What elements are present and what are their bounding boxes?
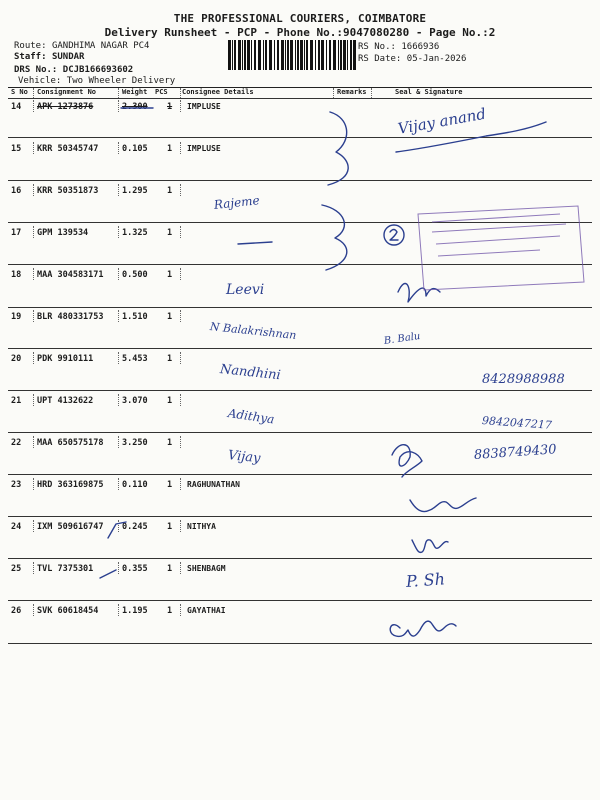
barcode-bar [326, 40, 327, 70]
col-divider [33, 436, 34, 448]
barcode-bar [238, 40, 241, 70]
handwritten-text: 8838749430 [473, 442, 558, 463]
row-weight: 0.110 [122, 480, 148, 490]
row-consignment-no: IXM 509616747 [37, 522, 104, 532]
col-divider [180, 436, 181, 448]
row-weight: 0.105 [122, 144, 148, 154]
handwritten-text: Nandhini [219, 362, 282, 384]
col-divider [118, 478, 119, 490]
col-divider [33, 562, 34, 574]
row-rule [8, 348, 592, 349]
rs-date-line [358, 54, 466, 64]
barcode-bar [247, 40, 250, 70]
row-sno: 21 [11, 396, 22, 406]
row-consignment-no: MAA 304583171 [37, 270, 104, 280]
barcode-bar [269, 40, 272, 70]
vehicle-line [18, 76, 175, 86]
runsheet-title: Delivery Runsheet - PCP - Phone No.:9047080280 - Page No.:2 [104, 26, 496, 39]
row-weight: 0.245 [122, 522, 148, 532]
col-divider [118, 142, 119, 154]
col-divider [180, 88, 181, 98]
col-divider [33, 88, 34, 98]
dash-mark [238, 242, 272, 244]
barcode-bar [290, 40, 293, 70]
handwritten-text: Vijay anand [396, 104, 488, 138]
row-weight: 1.195 [122, 606, 148, 616]
row-pcs: 1 [167, 228, 173, 238]
barcode-bar [353, 40, 356, 70]
row-rule [8, 474, 592, 475]
col-divider [33, 142, 34, 154]
col-divider [33, 604, 34, 616]
row-weight: 1.510 [122, 312, 148, 322]
staff-value: SUNDAR [51, 52, 85, 62]
barcode-bar [321, 40, 324, 70]
barcode-bar [263, 40, 264, 70]
col-divider [118, 604, 119, 616]
row-pcs: 1 [167, 144, 173, 154]
row-sno: 18 [11, 270, 22, 280]
col-divider [180, 100, 181, 112]
row-weight: 3.070 [122, 396, 148, 406]
col-consignment-header: Consignment No [37, 88, 97, 96]
barcode-bar [350, 40, 352, 70]
row-sno: 22 [11, 438, 22, 448]
barcode-bar [297, 40, 299, 70]
row-rule [8, 390, 592, 391]
row-consignment-no: KRR 50345747 [37, 144, 99, 154]
row-consignee: SHENBAGM [187, 564, 226, 573]
barcode-bar [295, 40, 296, 70]
row-rule [8, 222, 592, 223]
barcode-bar [285, 40, 286, 70]
col-pcs-header: PCS [155, 88, 168, 96]
row-pcs: 1 [167, 354, 173, 364]
barcode-bar [244, 40, 246, 70]
drs-label: DRS No.: [14, 65, 58, 75]
row-weight: 5.453 [122, 354, 148, 364]
barcode-bar [234, 40, 236, 70]
col-divider [118, 88, 119, 98]
handwritten-text: P. Sh [405, 569, 446, 591]
col-divider [371, 88, 372, 98]
handwritten-text: 9842047217 [481, 414, 553, 432]
drs-line [14, 65, 133, 75]
company-name: THE PROFESSIONAL COURIERS, COIMBATORE [173, 12, 427, 25]
barcode-bar [242, 40, 243, 70]
row-sno: 24 [11, 522, 22, 532]
rs-no-label: RS No.: [358, 42, 396, 52]
signature-mark [398, 283, 440, 302]
col-weight-header: Weight [122, 88, 148, 96]
col-divider [180, 478, 181, 490]
handwritten-text: Adithya [227, 406, 276, 427]
brace-mark [322, 205, 347, 270]
tick-mark [100, 570, 116, 578]
vehicle-label: Vehicle: [18, 76, 62, 86]
brace-mark [328, 112, 348, 185]
signature-mark [392, 445, 422, 477]
row-weight: 1.325 [122, 228, 148, 238]
barcode-bar [310, 40, 313, 70]
row-consignee: IMPLUSE [187, 144, 221, 153]
rs-no-value: 1666936 [401, 42, 440, 52]
row-pcs: 1 [167, 606, 173, 616]
signature-mark [412, 540, 448, 553]
route-line [14, 41, 149, 51]
row-weight: 0.355 [122, 564, 148, 574]
row-pcs: 1 [167, 522, 173, 532]
barcode-bar [232, 40, 233, 70]
row-pcs: 1 [167, 396, 173, 406]
col-divider [118, 100, 119, 112]
row-consignee: IMPLUSE [187, 102, 221, 111]
col-divider [33, 478, 34, 490]
table-header-rule [8, 98, 592, 99]
row-rule [8, 264, 592, 265]
row-sno: 14 [11, 102, 22, 112]
signature-mark [390, 621, 456, 636]
barcode-bar [300, 40, 303, 70]
row-rule [8, 307, 592, 308]
handwritten-text: Vijay [227, 448, 262, 467]
col-divider [180, 562, 181, 574]
barcode-bar [347, 40, 348, 70]
vehicle-value: Two Wheeler Delivery [66, 76, 176, 86]
row-rule [8, 432, 592, 433]
rs-no-line [358, 42, 439, 52]
row-consignment-no: TVL 7375301 [37, 564, 94, 574]
row-sno: 20 [11, 354, 22, 364]
col-divider [118, 562, 119, 574]
row-consignee: NITHYA [187, 522, 216, 531]
col-remarks-header: Remarks [337, 88, 367, 96]
row-weight: 2.300 [122, 102, 148, 112]
col-divider [333, 88, 334, 98]
row-consignment-no: KRR 50351873 [37, 186, 99, 196]
col-divider [180, 268, 181, 280]
row-rule [8, 558, 592, 559]
row-sno: 23 [11, 480, 22, 490]
row-pcs: 1 [167, 312, 173, 322]
col-divider [180, 352, 181, 364]
row-rule [8, 643, 592, 644]
barcode-bar [306, 40, 308, 70]
drs-value: DCJB166693602 [62, 65, 134, 75]
barcode-bar [258, 40, 261, 70]
row-sno: 26 [11, 606, 22, 616]
col-divider [33, 100, 34, 112]
col-divider [180, 310, 181, 322]
col-divider [33, 184, 34, 196]
barcode-bar [343, 40, 346, 70]
row-consignment-no: UPT 4132622 [37, 396, 94, 406]
barcode-bar [254, 40, 256, 70]
barcode-bar [287, 40, 289, 70]
row-pcs: 1 [167, 564, 173, 574]
row-consignment-no: HRD 363169875 [37, 480, 104, 490]
row-rule [8, 180, 592, 181]
col-divider [180, 520, 181, 532]
row-sno: 16 [11, 186, 22, 196]
staff-line [14, 52, 84, 62]
route-value: GANDHIMA NAGAR PC4 [51, 41, 150, 51]
col-divider [180, 226, 181, 238]
col-divider [118, 268, 119, 280]
staff-label: Staff: [14, 52, 47, 62]
barcode-bar [274, 40, 275, 70]
barcode-bar [281, 40, 284, 70]
row-pcs: 1 [167, 270, 173, 280]
handwritten-text: Leevi [226, 282, 265, 298]
handwritten-text: 8428988988 [482, 372, 565, 387]
col-divider [118, 184, 119, 196]
barcode-bar [251, 40, 252, 70]
row-consignment-no: MAA 650575178 [37, 438, 104, 448]
col-divider [33, 352, 34, 364]
col-divider [180, 142, 181, 154]
barcode-bar [338, 40, 339, 70]
col-divider [180, 184, 181, 196]
route-label: Route: [14, 41, 47, 51]
row-pcs: 1 [167, 438, 173, 448]
row-weight: 0.500 [122, 270, 148, 280]
handwritten-text: B. Balu [383, 330, 422, 347]
row-sno: 25 [11, 564, 22, 574]
barcode-bar [318, 40, 320, 70]
barcode-bar [228, 40, 231, 70]
row-consignment-no: APK 1273876 [37, 102, 94, 112]
row-consignment-no: SVK 60618454 [37, 606, 99, 616]
row-rule [8, 137, 592, 138]
row-sno: 17 [11, 228, 22, 238]
row-pcs: 1 [167, 480, 173, 490]
signature-mark [410, 498, 476, 512]
barcode-bar [277, 40, 279, 70]
col-divider [180, 604, 181, 616]
row-sno: 15 [11, 144, 22, 154]
col-divider [180, 394, 181, 406]
rs-date-label: RS Date: [358, 54, 402, 64]
col-divider [118, 310, 119, 322]
col-divider [118, 352, 119, 364]
col-sno-header: S No [11, 88, 28, 96]
col-divider [118, 394, 119, 406]
delivery-stamp [418, 206, 584, 290]
row-rule [8, 600, 592, 601]
row-consignee: GAYATHAI [187, 606, 226, 615]
col-divider [33, 310, 34, 322]
col-seal-header: Seal & Signature [395, 88, 463, 96]
barcode-bar [329, 40, 331, 70]
row-weight: 1.295 [122, 186, 148, 196]
col-divider [33, 520, 34, 532]
barcode-bar [333, 40, 336, 70]
col-divider [118, 436, 119, 448]
barcode-bar [304, 40, 305, 70]
row-sno: 19 [11, 312, 22, 322]
row-consignment-no: PDK 9910111 [37, 354, 94, 364]
row-rule [8, 516, 592, 517]
row-pcs: 1 [167, 186, 173, 196]
col-divider [33, 394, 34, 406]
barcode-bar [340, 40, 342, 70]
col-divider [33, 268, 34, 280]
barcode-bar [265, 40, 267, 70]
row-consignment-no: BLR 480331753 [37, 312, 104, 322]
barcode-image [228, 40, 356, 70]
col-consignee-header: Consignee Details [182, 88, 254, 96]
handwritten-text: Rajeme [213, 193, 261, 212]
row-pcs: 1 [167, 102, 173, 112]
circled-two-mark [384, 225, 404, 245]
row-weight: 3.250 [122, 438, 148, 448]
rs-date-value: 05-Jan-2026 [406, 54, 467, 64]
col-divider [33, 226, 34, 238]
col-divider [118, 520, 119, 532]
col-divider [118, 226, 119, 238]
handwritten-text: N Balakrishnan [209, 320, 297, 343]
barcode-bar [315, 40, 316, 70]
row-consignment-no: GPM 139534 [37, 228, 89, 238]
row-consignee: RAGHUNATHAN [187, 480, 240, 489]
